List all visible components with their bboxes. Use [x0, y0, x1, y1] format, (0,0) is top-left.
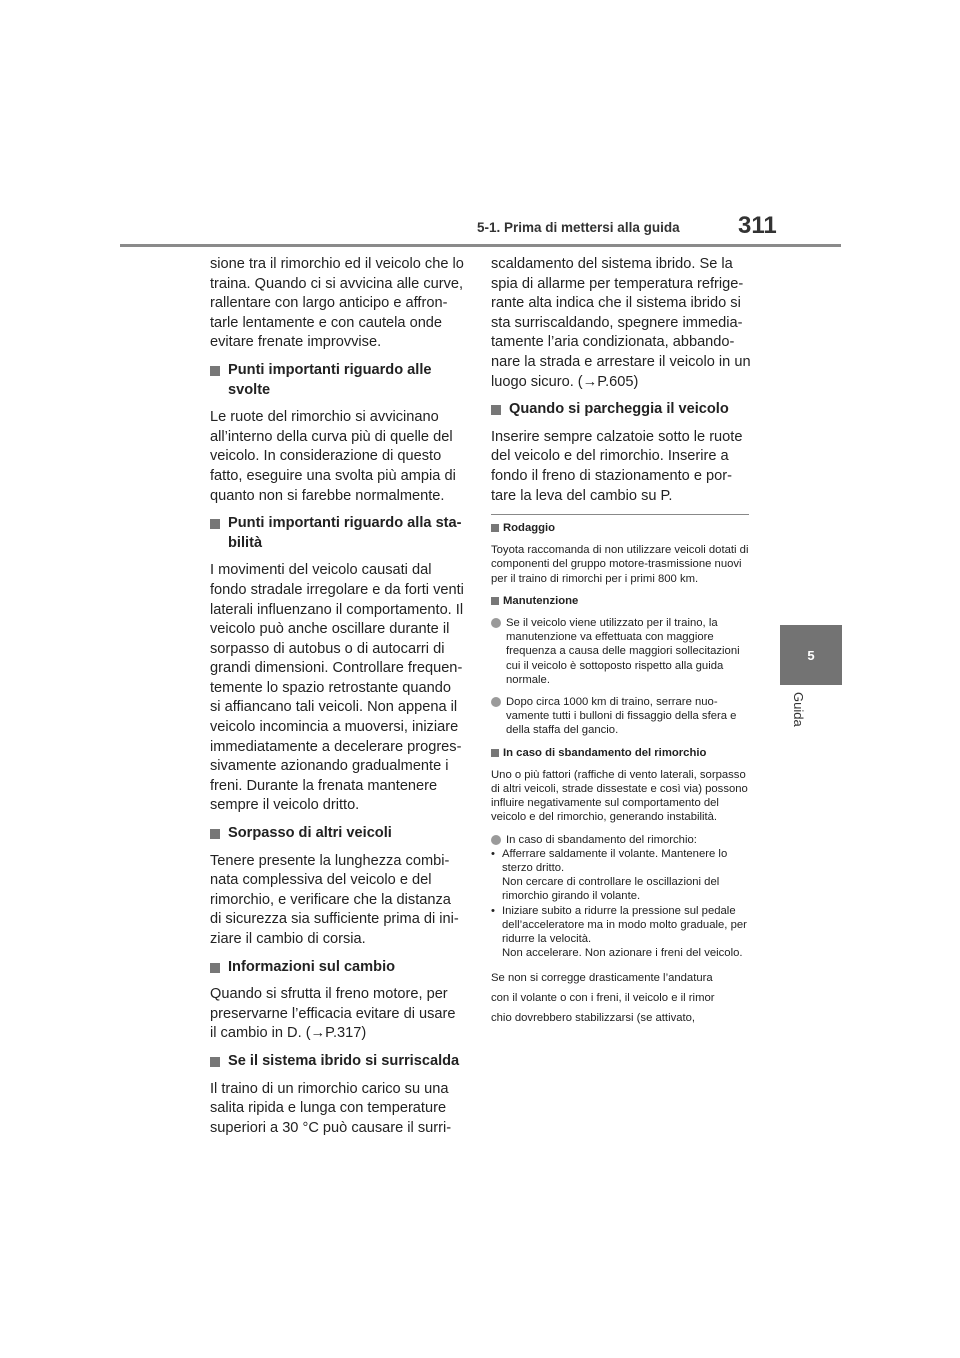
note-paragraph: Toyota raccomanda di non utilizzare veicoli dotati di componenti del gruppo motore-trasmissione nuovi per il traino di rimorchi per i primi 800 km.: [491, 544, 749, 585]
dash-text: Non accelerare. Non azionare i freni del veicolo.: [502, 947, 743, 960]
chapter-tab[interactable]: [780, 625, 842, 685]
heading: Se il sistema ibrido si surriscalda: [210, 1052, 464, 1072]
header-rule: [120, 244, 841, 247]
dash-text: • Afferrare saldamente il volante. Mantenere lo sterzo dritto.: [502, 847, 728, 875]
note-heading: Rodaggio: [491, 521, 749, 535]
paragraph: I movimenti del veicolo causati dal fondo stradale irregolare e da forti venti laterali influenzano il comportamento. Il veicolo può anche oscillare durante il sorpasso di autobus o di autocarri di grandi dimensioni. Controllare frequentemente lo spazio retrostante quando si affiancano tali veicoli. Non appena il veicolo incomincia a muoversi, iniziare immediatamente a decelerare progressivamente azionando gradualmente i freni. Durante la frenata mantenere sempre il veicolo dritto.: [210, 562, 464, 814]
paragraph: Inserire sempre calzatoie sotto le ruote del veicolo e del rimorchio. Inserire a fondo il freno di stazionamento e portare la leva del cambio su P.: [491, 428, 743, 504]
paragraph: Le ruote del rimorchio si avvicinano all’interno della curva più di quelle del veicolo. In considerazione di questo fatto, eseguire una svolta più ampia di quanto non si farebbe normalmente.: [210, 409, 456, 504]
page-number: 311: [738, 212, 777, 239]
heading: Punti importanti riguardo alle svolte: [210, 361, 464, 400]
note-heading: Manutenzione: [491, 594, 749, 608]
heading: Sorpasso di altri veicoli: [210, 824, 464, 844]
note-bullet: Dopo circa 1000 km di traino, serrare nuovamente tutti i bulloni di fissaggio della sfera e della staffa del gancio.: [491, 695, 749, 738]
chapter-label: Guida: [791, 692, 806, 727]
dash-text: • Iniziare subito a ridurre la pressione sul pedale dell’acceleratore ma in modo molto graduale, per ridurre la velocità.: [502, 904, 747, 946]
left-column: [210, 255, 464, 1146]
paragraph: scaldamento del sistema ibrido. Se la spia di allarme per temperatura refrigerante alta indica che il sistema ibrido si sta surriscaldando, spegnere immediatamente l’aria condizionata, abbandonare la strada e arrestare il veicolo in un luogo sicuro. (→P.605): [491, 256, 751, 390]
paragraph: Quando si sfrutta il freno motore, per preservarne l’efficacia evitare di usare il cambio in D. (→P.317): [210, 986, 456, 1042]
dash-item: [491, 847, 749, 904]
note-bullet: In caso di sbandamento del rimorchio:: [491, 833, 749, 847]
note-line: Se non si corregge drasticamente l’andatura: [491, 972, 713, 985]
note-bullet: Se il veicolo viene utilizzato per il traino, la manutenzione va effettuata con maggiore frequenza a causa delle maggiori sollecitazioni cui il veicolo è sottoposto rispetto alla guida normale.: [491, 616, 749, 687]
note-line: chio dovrebbero stabilizzarsi (se attivato,: [491, 1012, 696, 1025]
note-line: con il volante o con i freni, il veicolo e il rimor: [491, 992, 715, 1005]
header-section-title: 5-1. Prima di mettersi alla guida: [477, 220, 680, 235]
heading: Punti importanti riguardo alla stabilità: [210, 514, 464, 553]
dash-item: [491, 904, 749, 961]
notes-section: [491, 514, 749, 1028]
note-paragraph: Uno o più fattori (raffiche di vento laterali, sorpasso di altri veicoli, strade dissestate e così via) possono influire negativamente sul comportamento del veicolo e del rimorchio, generando instabilità.: [491, 768, 748, 824]
paragraph: sione tra il rimorchio ed il veicolo che lo traina. Quando ci si avvicina alle curve, rallentare con largo anticipo e affrontarle lentamente e con cautela onde evitare frenate improvvise.: [210, 256, 464, 351]
heading: Quando si parcheggia il veicolo: [491, 400, 751, 420]
paragraph: Tenere presente la lunghezza combinata complessiva del veicolo e del rimorchio, e verificare che la distanza di sicurezza sia sufficiente prima di iniziare il cambio di corsia.: [210, 852, 459, 947]
chapter-number: 5: [807, 647, 815, 663]
heading: Informazioni sul cambio: [210, 958, 464, 978]
right-column: [491, 255, 751, 514]
paragraph: Il traino di un rimorchio carico su una salita ripida e lunga con temperature superiori a 30 °C può causare il surri-: [210, 1080, 452, 1136]
note-heading: In caso di sbandamento del rimorchio: [491, 746, 749, 760]
dash-text: Non cercare di controllare le oscillazioni del rimorchio girando il volante.: [502, 876, 720, 903]
